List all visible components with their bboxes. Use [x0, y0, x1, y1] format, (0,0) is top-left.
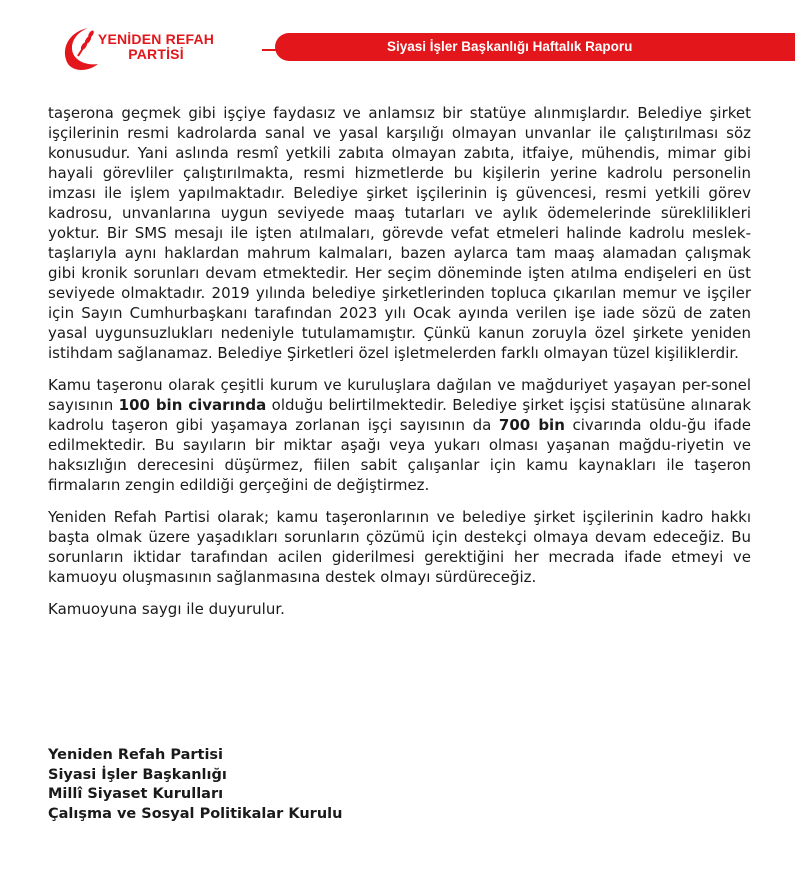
signature-block — [48, 746, 342, 824]
document-body — [48, 103, 751, 631]
paragraph-2-highlight-100bin: 100 bin civarında — [118, 396, 267, 414]
paragraph-2-text-a: Kamu taşeronu olarak çeşitli kurum ve kuruluşlara dağılan ve mağduriyet yaşayan per-sonel sayısının — [48, 376, 751, 414]
paragraph-4: Kamuoyuna saygı ile duyurulur. — [48, 600, 285, 618]
signature-line-1: Yeniden Refah Partisi — [48, 747, 224, 763]
logo-line-1: YENİDEN REFAH — [97, 31, 215, 47]
page-header — [0, 0, 795, 80]
party-logo — [58, 26, 238, 72]
paragraph-3: Yeniden Refah Partisi olarak; kamu taşeronlarının ve belediye şirket işçilerinin kadro hakkı başta olmak üzere yaşadıkları sorunların çözümü için destekçi olmaya devam edeceğiz. Bu sorunların iktidar tarafından acilen giderilmesi gerektiğini her mecrada ifade etmeyi ve kamuoyu oluşmasının sağlanmasına destek olmayı sürdüreceğiz. — [48, 508, 751, 586]
paragraph-2 — [48, 375, 751, 495]
paragraph-2-highlight-700bin: 700 bin — [498, 416, 565, 434]
signature-line-3: Millî Siyaset Kurulları — [48, 786, 224, 802]
paragraph-2-text-e: civarında oldu-ğu ifade edilmektedir. Bu sayıların bir miktar aşağı veya yukarı olması yaşanan mağdu-riyetin ve haksızlığın derecesini düşürmez, fiilen sabit çalışanlar için kamu kaynakları ile taşeron firmaların zengin edildiği gerçeğini de değiştirmez. — [48, 416, 751, 494]
logo-line-2: PARTİSİ — [128, 46, 184, 62]
paragraph-1: taşerona geçmek gibi işçiye faydasız ve anlamsız bir statüye alınmışlardır. Belediye şirket işçilerinin resmi kadrolarda sanal ve yasal karşılığı olmayan unvanlar ile çalıştırılması söz konusudur. Yani aslında resmî yetkili zabıta olmayan zabıta, itfaiye, mühendis, mimar gibi hayali görevliler çalıştırılmakta, resmi hizmetlerde bu kişilerin yerine kadrolu personelin imzası ile işlem yapılmaktadır. Belediye şirket işçilerinin iş güvencesi, resmi yetkili görev kadrosu, unvanlarına uygun seviyede maaş tutarları ve aylık ödemelerinde süreklilikleri yoktur. Bir SMS mesajı ile işten atılmaları, görevde vefat etmeleri halinde kadrolu meslek-taşlarıyla aynı haklardan mahrum kalmaları, bazen aylarca tam maaş alamadan çalışmak gibi kronik sorunları devam etmektedir. Her seçim döneminde işten atılma endişeleri en üst seviyede olmaktadır. 2019 yılında belediye şirketlerinden topluca çıkarılan memur ve işçiler için Sayın Cumhurbaşkanı tarafından 2023 yılı Ocak ayında verilen işe iade sözü de zaten yasal uygunsuzlukları nedeniyle tutulamamıştır. Çünkü kanun zoruyla özel şirkete yeniden istihdam sağlanamaz. Belediye Şirketleri özel işletmelerden farklı olmayan tüzel kişiliklerdir. — [48, 104, 751, 362]
logo-wordmark — [96, 32, 216, 62]
paragraph-2-text-c: olduğu belirtilmektedir. Belediye şirket işçisi statüsüne alınarak kadrolu taşeron gibi yaşamaya zorlanan işçi sayısının da — [48, 396, 752, 434]
signature-line-4: Çalışma ve Sosyal Politikalar Kurulu — [48, 805, 343, 822]
report-title-banner — [275, 33, 795, 61]
report-title: Siyasi İşler Başkanlığı Haftalık Raporu — [387, 39, 633, 54]
signature-line-2: Siyasi İşler Başkanlığı — [48, 766, 227, 783]
